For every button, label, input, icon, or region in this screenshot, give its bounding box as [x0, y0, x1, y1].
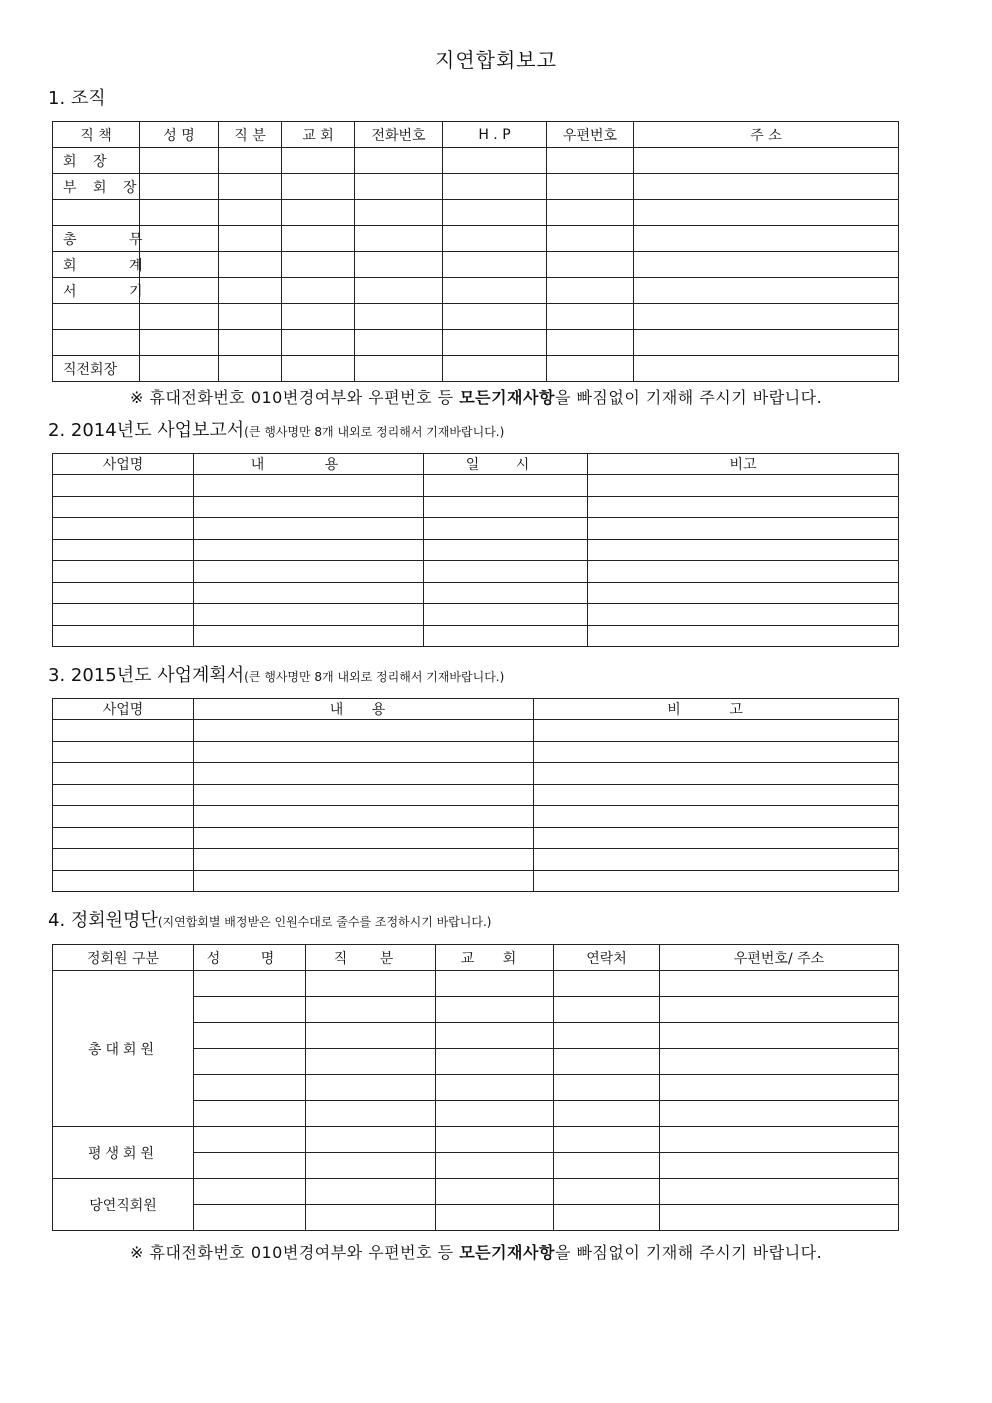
blank-cell[interactable]: [194, 971, 306, 997]
col-header: 연락처: [554, 945, 660, 971]
notice-line: [130, 385, 822, 408]
section-4-title: 4. 정회원명단: [48, 910, 158, 931]
blank-cell[interactable]: [436, 1049, 554, 1075]
blank-cell[interactable]: [194, 1023, 306, 1049]
blank-cell[interactable]: [588, 475, 899, 497]
blank-cell[interactable]: [194, 870, 534, 892]
role-cell: 서 기: [53, 278, 140, 304]
notice-emphasis: 모든기재사항: [459, 1243, 555, 1262]
blank-cell[interactable]: [443, 148, 547, 174]
blank-cell[interactable]: [53, 539, 194, 561]
section-1-heading: 1. 조직: [48, 88, 106, 109]
blank-cell[interactable]: [660, 971, 899, 997]
blank-cell[interactable]: [355, 278, 443, 304]
table-row: [53, 226, 899, 252]
section-3-title: 3. 2015년도 사업계획서: [48, 665, 245, 686]
col-header: 우편번호/ 주소: [660, 945, 899, 971]
blank-cell[interactable]: [634, 304, 899, 330]
blank-cell[interactable]: [634, 356, 899, 382]
blank-cell[interactable]: [424, 475, 588, 497]
table-row: [53, 174, 899, 200]
blank-cell[interactable]: [436, 1205, 554, 1231]
blank-cell[interactable]: [194, 1153, 306, 1179]
blank-cell[interactable]: [534, 827, 899, 849]
blank-cell[interactable]: [554, 1049, 660, 1075]
blank-cell[interactable]: [547, 148, 634, 174]
blank-cell[interactable]: [53, 720, 194, 742]
blank-cell[interactable]: [554, 1075, 660, 1101]
blank-cell[interactable]: [534, 784, 899, 806]
blank-cell[interactable]: [660, 1179, 899, 1205]
col-header: 정회원 구분: [53, 945, 194, 971]
blank-cell[interactable]: [634, 252, 899, 278]
blank-cell[interactable]: [443, 304, 547, 330]
blank-cell[interactable]: [53, 604, 194, 626]
table-row: [53, 278, 899, 304]
blank-cell[interactable]: [424, 539, 588, 561]
section-4-heading: [48, 906, 492, 932]
blank-cell[interactable]: [424, 561, 588, 583]
table-row: [53, 356, 899, 382]
blank-cell[interactable]: [306, 1075, 436, 1101]
blank-cell[interactable]: [443, 174, 547, 200]
col-header: 성 명: [140, 122, 219, 148]
blank-cell[interactable]: [306, 1179, 436, 1205]
table-row: [53, 827, 899, 849]
blank-cell[interactable]: [588, 604, 899, 626]
blank-cell[interactable]: [140, 200, 219, 226]
col-header: 사업명: [53, 699, 194, 720]
blank-cell[interactable]: [140, 356, 219, 382]
table-row: [53, 1127, 899, 1153]
blank-cell[interactable]: [53, 496, 194, 518]
section-3-heading: [48, 661, 504, 687]
blank-cell[interactable]: [53, 849, 194, 871]
blank-cell[interactable]: [53, 784, 194, 806]
blank-cell[interactable]: [660, 1101, 899, 1127]
blank-cell[interactable]: [660, 1075, 899, 1101]
reference-mark-icon: ※: [130, 1243, 144, 1262]
section-2-title: 2. 2014년도 사업보고서: [48, 420, 245, 441]
member-group-cell: 평생회원: [53, 1127, 194, 1179]
blank-cell[interactable]: [282, 278, 355, 304]
blank-cell[interactable]: [194, 625, 424, 647]
blank-cell[interactable]: [53, 741, 194, 763]
member-group-cell: 총대회원: [53, 971, 194, 1127]
blank-cell[interactable]: [443, 330, 547, 356]
blank-cell[interactable]: [554, 1127, 660, 1153]
table-row: [53, 763, 899, 785]
blank-cell[interactable]: [282, 148, 355, 174]
blank-cell[interactable]: [660, 997, 899, 1023]
organization-table: [52, 121, 899, 382]
blank-cell[interactable]: [194, 582, 424, 604]
report-2014-table: [52, 453, 899, 647]
blank-cell[interactable]: [53, 870, 194, 892]
blank-cell[interactable]: [355, 226, 443, 252]
blank-cell[interactable]: [355, 174, 443, 200]
member-group-cell: 당연직회원: [53, 1179, 194, 1231]
blank-cell[interactable]: [588, 518, 899, 540]
blank-cell[interactable]: [140, 330, 219, 356]
blank-cell[interactable]: [534, 806, 899, 828]
table-row: [53, 625, 899, 647]
blank-cell[interactable]: [547, 278, 634, 304]
blank-cell[interactable]: [194, 1101, 306, 1127]
blank-cell[interactable]: [194, 1179, 306, 1205]
blank-cell[interactable]: [424, 496, 588, 518]
col-header: 교 회: [436, 945, 554, 971]
table-row: [53, 741, 899, 763]
table-row: [53, 849, 899, 871]
blank-cell[interactable]: [436, 971, 554, 997]
reference-mark-icon: ※: [130, 388, 144, 407]
blank-cell[interactable]: [194, 604, 424, 626]
blank-cell[interactable]: [554, 1179, 660, 1205]
table-row: [53, 148, 899, 174]
blank-cell[interactable]: [306, 1101, 436, 1127]
blank-cell[interactable]: [547, 200, 634, 226]
blank-cell[interactable]: [194, 475, 424, 497]
blank-cell[interactable]: [660, 1153, 899, 1179]
blank-cell[interactable]: [194, 849, 534, 871]
table-row: [53, 971, 899, 997]
blank-cell[interactable]: [282, 252, 355, 278]
blank-cell[interactable]: [306, 997, 436, 1023]
blank-cell[interactable]: [588, 539, 899, 561]
section-2-subtitle: (큰 행사명만 8개 내외로 정리해서 기재바랍니다.): [244, 425, 505, 439]
blank-cell[interactable]: [355, 304, 443, 330]
section-3-subtitle: (큰 행사명만 8개 내외로 정리해서 기재바랍니다.): [244, 670, 505, 684]
blank-cell[interactable]: [534, 720, 899, 742]
blank-cell[interactable]: [443, 252, 547, 278]
role-cell: 회 장: [53, 148, 140, 174]
table-row: [53, 200, 899, 226]
blank-cell[interactable]: [436, 1127, 554, 1153]
table-row: [53, 561, 899, 583]
blank-cell[interactable]: [53, 518, 194, 540]
blank-cell[interactable]: [194, 518, 424, 540]
role-cell: 회 계: [53, 252, 140, 278]
blank-cell[interactable]: [424, 604, 588, 626]
blank-cell[interactable]: [194, 1127, 306, 1153]
role-cell: 총 무: [53, 226, 140, 252]
blank-cell[interactable]: [53, 561, 194, 583]
blank-cell[interactable]: [554, 1205, 660, 1231]
col-header: H . P: [443, 122, 547, 148]
table-row: [53, 720, 899, 742]
blank-cell[interactable]: [219, 226, 282, 252]
plan-2015-table: [52, 698, 899, 892]
blank-cell[interactable]: [588, 496, 899, 518]
blank-cell[interactable]: [140, 304, 219, 330]
blank-cell[interactable]: [554, 1153, 660, 1179]
blank-cell[interactable]: [634, 200, 899, 226]
col-header: 교 회: [282, 122, 355, 148]
blank-cell[interactable]: [194, 496, 424, 518]
blank-cell[interactable]: [53, 806, 194, 828]
blank-cell[interactable]: [436, 1153, 554, 1179]
col-header: 비고: [588, 454, 899, 475]
blank-cell[interactable]: [436, 1179, 554, 1205]
blank-cell[interactable]: [306, 1049, 436, 1075]
blank-cell[interactable]: [194, 806, 534, 828]
blank-cell[interactable]: [282, 356, 355, 382]
blank-cell[interactable]: [219, 278, 282, 304]
blank-cell[interactable]: [436, 997, 554, 1023]
col-header: 일 시: [424, 454, 588, 475]
col-header: 비 고: [534, 699, 899, 720]
blank-cell[interactable]: [355, 330, 443, 356]
blank-cell[interactable]: [282, 330, 355, 356]
blank-cell[interactable]: [554, 1023, 660, 1049]
blank-cell[interactable]: [634, 148, 899, 174]
table-row: [53, 1179, 899, 1205]
blank-cell[interactable]: [424, 625, 588, 647]
blank-cell[interactable]: [424, 582, 588, 604]
blank-cell[interactable]: [534, 870, 899, 892]
table-row: [53, 784, 899, 806]
notice-text-end: 을 빠짐없이 기재해 주시기 바랍니다.: [554, 388, 823, 407]
blank-cell[interactable]: [194, 1075, 306, 1101]
blank-cell[interactable]: [443, 200, 547, 226]
blank-cell[interactable]: [194, 997, 306, 1023]
blank-cell[interactable]: [355, 356, 443, 382]
blank-cell[interactable]: [219, 200, 282, 226]
blank-cell[interactable]: [282, 304, 355, 330]
blank-cell[interactable]: [547, 252, 634, 278]
table-header-row: [53, 122, 899, 148]
blank-cell[interactable]: [194, 763, 534, 785]
blank-cell[interactable]: [634, 278, 899, 304]
table-row: [53, 518, 899, 540]
blank-cell[interactable]: [660, 1127, 899, 1153]
blank-cell[interactable]: [554, 997, 660, 1023]
blank-cell[interactable]: [547, 174, 634, 200]
section-2-heading: [48, 416, 504, 442]
blank-cell[interactable]: [355, 252, 443, 278]
col-header: 전화번호: [355, 122, 443, 148]
blank-cell[interactable]: [436, 1023, 554, 1049]
members-table: [52, 944, 899, 1231]
blank-cell[interactable]: [534, 741, 899, 763]
role-cell: [53, 330, 140, 356]
table-row: [53, 496, 899, 518]
notice-text: 휴대전화번호 010변경여부와 우편번호 등: [149, 388, 454, 407]
blank-cell[interactable]: [660, 1023, 899, 1049]
blank-cell[interactable]: [53, 475, 194, 497]
table-row: [53, 330, 899, 356]
blank-cell[interactable]: [443, 278, 547, 304]
blank-cell[interactable]: [140, 174, 219, 200]
blank-cell[interactable]: [306, 971, 436, 997]
table-row: [53, 604, 899, 626]
col-header: 내 용: [194, 454, 424, 475]
blank-cell[interactable]: [194, 784, 534, 806]
blank-cell[interactable]: [547, 356, 634, 382]
blank-cell[interactable]: [443, 226, 547, 252]
col-header: 주 소: [634, 122, 899, 148]
table-row: [53, 252, 899, 278]
col-header: 직 책: [53, 122, 140, 148]
blank-cell[interactable]: [219, 174, 282, 200]
blank-cell[interactable]: [194, 539, 424, 561]
blank-cell[interactable]: [219, 148, 282, 174]
blank-cell[interactable]: [306, 1127, 436, 1153]
col-header: 우편번호: [547, 122, 634, 148]
blank-cell[interactable]: [219, 252, 282, 278]
blank-cell[interactable]: [194, 1205, 306, 1231]
blank-cell[interactable]: [554, 1101, 660, 1127]
notice-text-end: 을 빠짐없이 기재해 주시기 바랍니다.: [554, 1243, 823, 1262]
notice-emphasis: 모든기재사항: [459, 388, 555, 407]
notice-text: 휴대전화번호 010변경여부와 우편번호 등: [149, 1243, 454, 1262]
table-header-row: [53, 454, 899, 475]
blank-cell[interactable]: [554, 971, 660, 997]
blank-cell[interactable]: [53, 582, 194, 604]
blank-cell[interactable]: [534, 849, 899, 871]
table-row: [53, 582, 899, 604]
blank-cell[interactable]: [634, 330, 899, 356]
role-cell: 직전회장: [53, 356, 140, 382]
table-row: [53, 475, 899, 497]
table-header-row: [53, 945, 899, 971]
blank-cell[interactable]: [219, 330, 282, 356]
table-row: [53, 304, 899, 330]
blank-cell[interactable]: [588, 561, 899, 583]
blank-cell[interactable]: [660, 1049, 899, 1075]
blank-cell[interactable]: [282, 226, 355, 252]
blank-cell[interactable]: [53, 625, 194, 647]
blank-cell[interactable]: [424, 518, 588, 540]
blank-cell[interactable]: [282, 174, 355, 200]
blank-cell[interactable]: [660, 1205, 899, 1231]
blank-cell[interactable]: [194, 1049, 306, 1075]
notice-line-bottom: [130, 1240, 822, 1263]
blank-cell[interactable]: [588, 582, 899, 604]
blank-cell[interactable]: [53, 827, 194, 849]
blank-cell[interactable]: [443, 356, 547, 382]
blank-cell[interactable]: [547, 330, 634, 356]
role-cell: [53, 200, 140, 226]
blank-cell[interactable]: [53, 763, 194, 785]
section-4-subtitle: (지연합회별 배정받은 인원수대로 줄수를 조정하시기 바랍니다.): [157, 915, 492, 929]
col-header: 사업명: [53, 454, 194, 475]
blank-cell[interactable]: [219, 304, 282, 330]
blank-cell[interactable]: [306, 1153, 436, 1179]
col-header: 내 용: [194, 699, 534, 720]
role-cell: 부 회 장: [53, 174, 140, 200]
table-header-row: [53, 699, 899, 720]
blank-cell[interactable]: [282, 200, 355, 226]
table-row: [53, 806, 899, 828]
role-cell: [53, 304, 140, 330]
blank-cell[interactable]: [588, 625, 899, 647]
blank-cell[interactable]: [547, 226, 634, 252]
blank-cell[interactable]: [194, 827, 534, 849]
blank-cell[interactable]: [436, 1075, 554, 1101]
blank-cell[interactable]: [634, 174, 899, 200]
blank-cell[interactable]: [355, 148, 443, 174]
page-title: 지연합회보고: [435, 48, 557, 72]
col-header: 직 분: [306, 945, 436, 971]
blank-cell[interactable]: [534, 763, 899, 785]
blank-cell[interactable]: [140, 148, 219, 174]
blank-cell[interactable]: [194, 741, 534, 763]
blank-cell[interactable]: [634, 226, 899, 252]
blank-cell[interactable]: [355, 200, 443, 226]
blank-cell[interactable]: [306, 1023, 436, 1049]
blank-cell[interactable]: [306, 1205, 436, 1231]
blank-cell[interactable]: [194, 720, 534, 742]
table-row: [53, 870, 899, 892]
col-header: 직 분: [219, 122, 282, 148]
blank-cell[interactable]: [194, 561, 424, 583]
col-header: 성 명: [194, 945, 306, 971]
table-row: [53, 539, 899, 561]
blank-cell[interactable]: [547, 304, 634, 330]
blank-cell[interactable]: [219, 356, 282, 382]
blank-cell[interactable]: [436, 1101, 554, 1127]
